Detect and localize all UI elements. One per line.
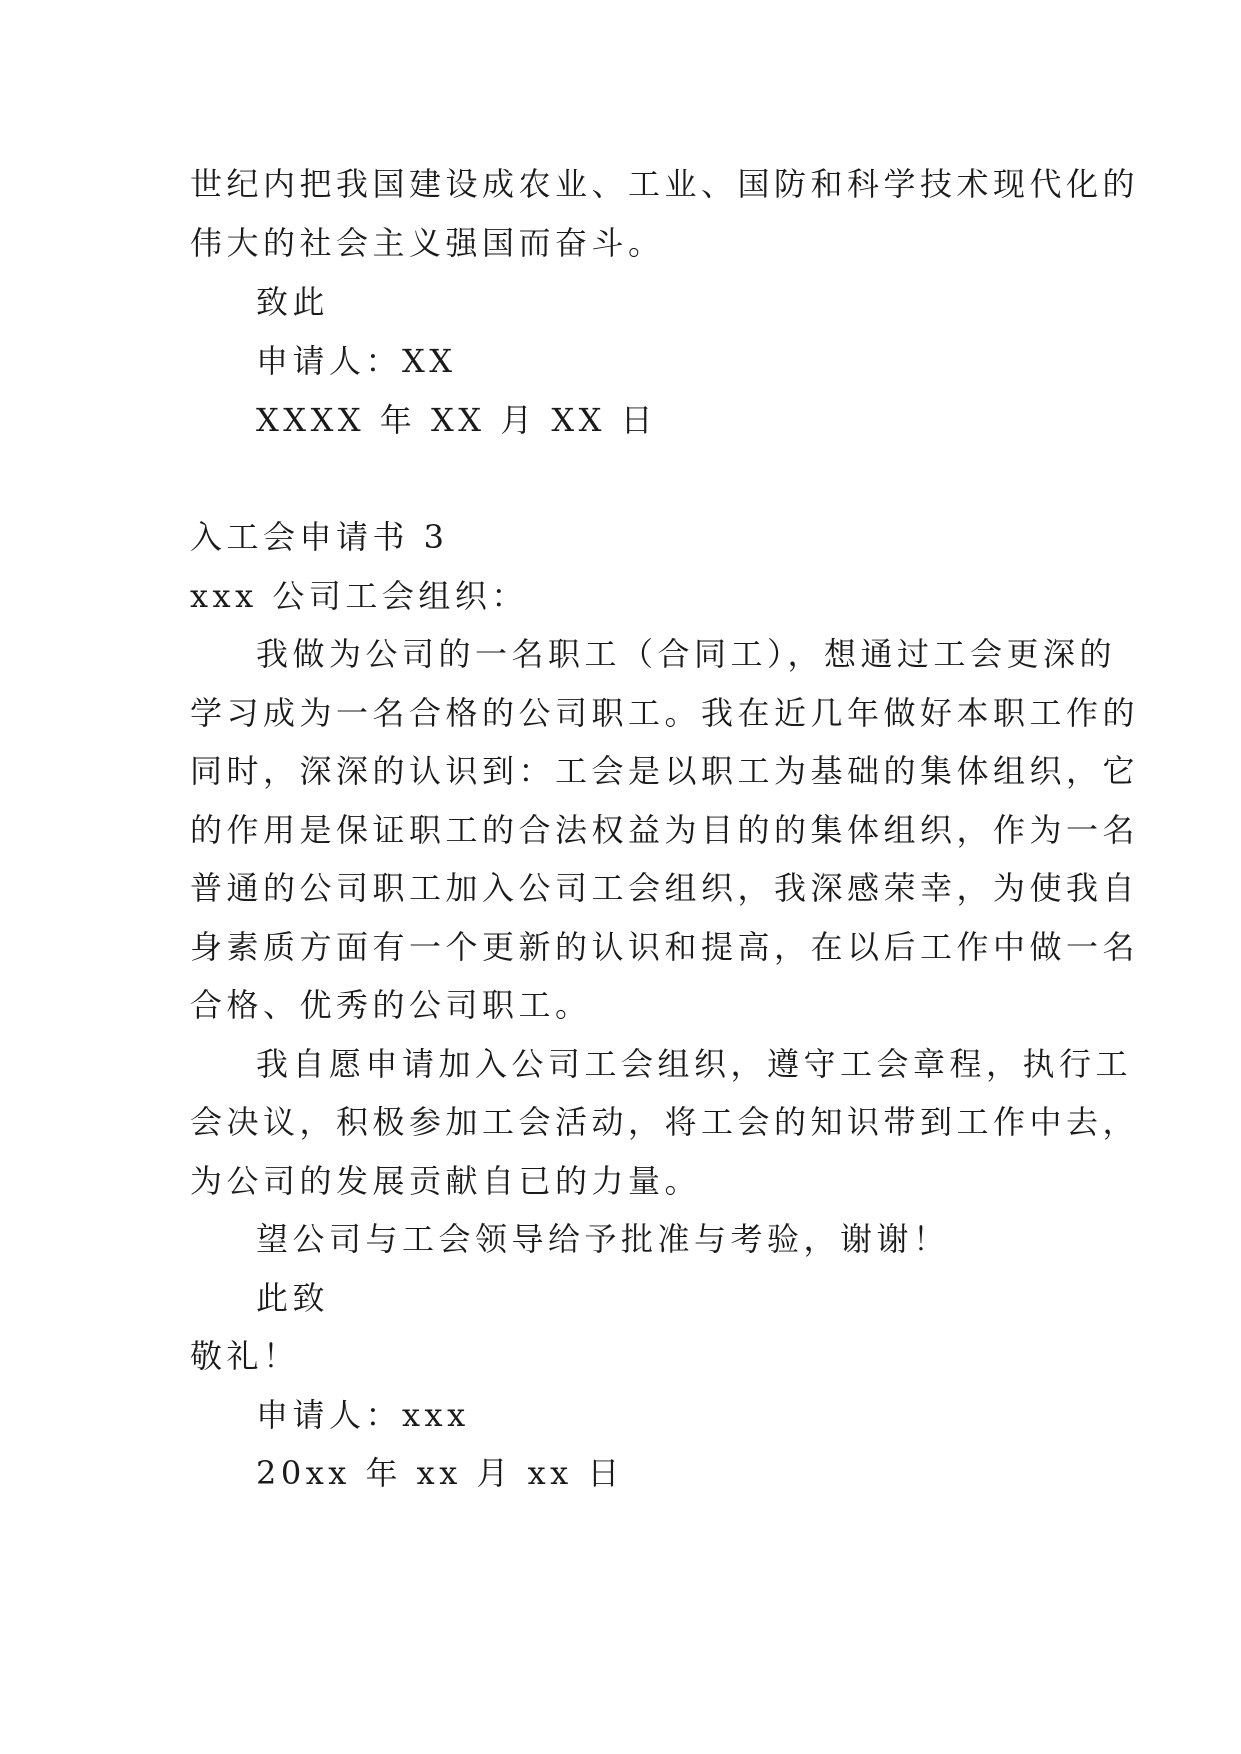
closing-line: 此致 — [256, 1279, 330, 1317]
paragraph-line: 合格、优秀的公司职工。 — [190, 986, 592, 1024]
paragraph-line: 望公司与工会领导给予批准与考验，谢谢！ — [256, 1220, 950, 1258]
paragraph-line: 同时，深深的认识到：工会是以职工为基础的集体组织，它 — [190, 752, 1140, 790]
paragraph-line: 伟大的社会主义强国而奋斗。 — [190, 224, 665, 262]
paragraph-line: 普通的公司职工加入公司工会组织，我深感荣幸，为使我自 — [190, 869, 1140, 907]
paragraph-line: 会决议，积极参加工会活动，将工会的知识带到工作中去， — [190, 1103, 1140, 1141]
paragraph-line: 的作用是保证职工的合法权益为目的的集体组织，作为一名 — [190, 811, 1140, 849]
date-line: XXXX 年 XX 月 XX 日 — [256, 401, 658, 439]
salutation-line: 敬礼！ — [190, 1337, 300, 1375]
paragraph-line: 我做为公司的一名职工（合同工），想通过工会更深的 — [256, 635, 1117, 673]
paragraph-line: 我自愿申请加入公司工会组织，遵守工会章程，执行工 — [256, 1045, 1133, 1083]
applicant-line: 申请人：XX — [256, 342, 457, 380]
recipient-line: xxx 公司工会组织： — [190, 577, 528, 615]
date-line: 20xx 年 xx 月 xx 日 — [256, 1454, 624, 1492]
paragraph-line: 学习成为一名合格的公司职工。我在近几年做好本职工作的 — [190, 694, 1140, 732]
applicant-line: 申请人：xxx — [256, 1396, 470, 1434]
section-title: 入工会申请书 3 — [190, 518, 449, 556]
closing-line: 致此 — [256, 283, 330, 321]
paragraph-line: 身素质方面有一个更新的认识和提高，在以后工作中做一名 — [190, 928, 1140, 966]
paragraph-line: 世纪内把我国建设成农业、工业、国防和科学技术现代化的 — [190, 165, 1140, 203]
paragraph-line: 为公司的发展贡献自已的力量。 — [190, 1162, 702, 1200]
